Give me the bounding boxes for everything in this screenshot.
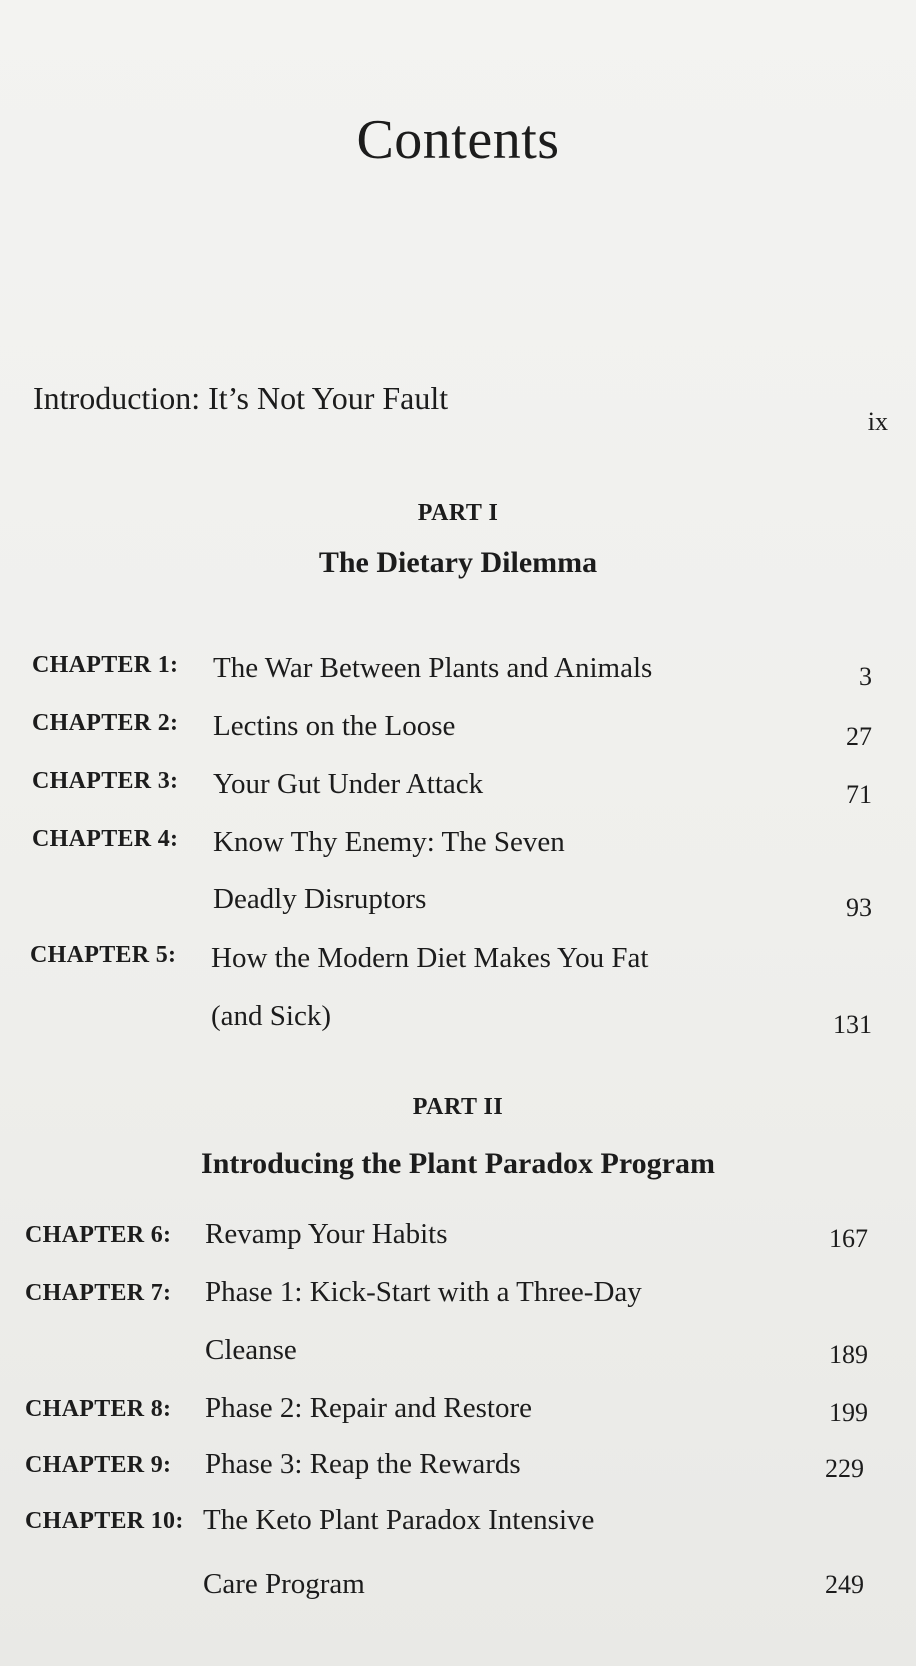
chapter-8-page-number: 199 <box>829 1398 868 1427</box>
chapter-7-label: CHAPTER 7: <box>25 1280 172 1306</box>
chapter-5-title-continued: (and Sick) <box>211 1000 331 1032</box>
chapter-2-title: Lectins on the Loose <box>213 710 456 742</box>
chapter-4-page-number: 93 <box>846 893 872 922</box>
page-title: Contents <box>356 109 560 171</box>
chapter-5-page-number: 131 <box>833 1010 872 1039</box>
part-1-title: The Dietary Dilemma <box>318 546 598 579</box>
chapter-10-page-number: 249 <box>825 1570 864 1599</box>
chapter-3-label: CHAPTER 3: <box>32 768 179 794</box>
chapter-3-title: Your Gut Under Attack <box>213 768 484 800</box>
chapter-4-label: CHAPTER 4: <box>32 826 179 852</box>
part-2-label: PART II <box>412 1094 504 1120</box>
chapter-1-label: CHAPTER 1: <box>32 652 179 678</box>
chapter-7-page-number: 189 <box>829 1340 868 1369</box>
chapter-5-title: How the Modern Diet Makes You Fat <box>211 942 649 974</box>
chapter-7-title: Phase 1: Kick-Start with a Three-Day <box>205 1276 642 1308</box>
introduction-page-number: ix <box>867 407 888 436</box>
chapter-3-page-number: 71 <box>846 780 872 809</box>
chapter-9-title: Phase 3: Reap the Rewards <box>205 1448 521 1480</box>
chapter-6-title: Revamp Your Habits <box>205 1218 448 1250</box>
chapter-1-page-number: 3 <box>859 662 872 691</box>
part-2-title: Introducing the Plant Paradox Program <box>201 1147 715 1180</box>
introduction-title: Introduction: It’s Not Your Fault <box>33 380 449 416</box>
chapter-8-title: Phase 2: Repair and Restore <box>205 1392 532 1424</box>
chapter-9-page-number: 229 <box>825 1454 864 1483</box>
chapter-1-title: The War Between Plants and Animals <box>213 652 653 684</box>
chapter-2-page-number: 27 <box>846 722 872 751</box>
chapter-6-page-number: 167 <box>829 1224 868 1253</box>
part-1-label: PART I <box>417 500 499 526</box>
chapter-5-label: CHAPTER 5: <box>30 942 177 968</box>
chapter-2-label: CHAPTER 2: <box>32 710 179 736</box>
chapter-10-title-continued: Care Program <box>203 1568 365 1600</box>
chapter-10-label: CHAPTER 10: <box>25 1508 184 1534</box>
chapter-8-label: CHAPTER 8: <box>25 1396 172 1422</box>
chapter-10-title: The Keto Plant Paradox Intensive <box>203 1504 595 1536</box>
chapter-4-title-continued: Deadly Disruptors <box>213 883 427 915</box>
chapter-6-label: CHAPTER 6: <box>25 1222 172 1248</box>
chapter-4-title: Know Thy Enemy: The Seven <box>213 826 565 858</box>
chapter-9-label: CHAPTER 9: <box>25 1452 172 1478</box>
chapter-7-title-continued: Cleanse <box>205 1334 297 1366</box>
